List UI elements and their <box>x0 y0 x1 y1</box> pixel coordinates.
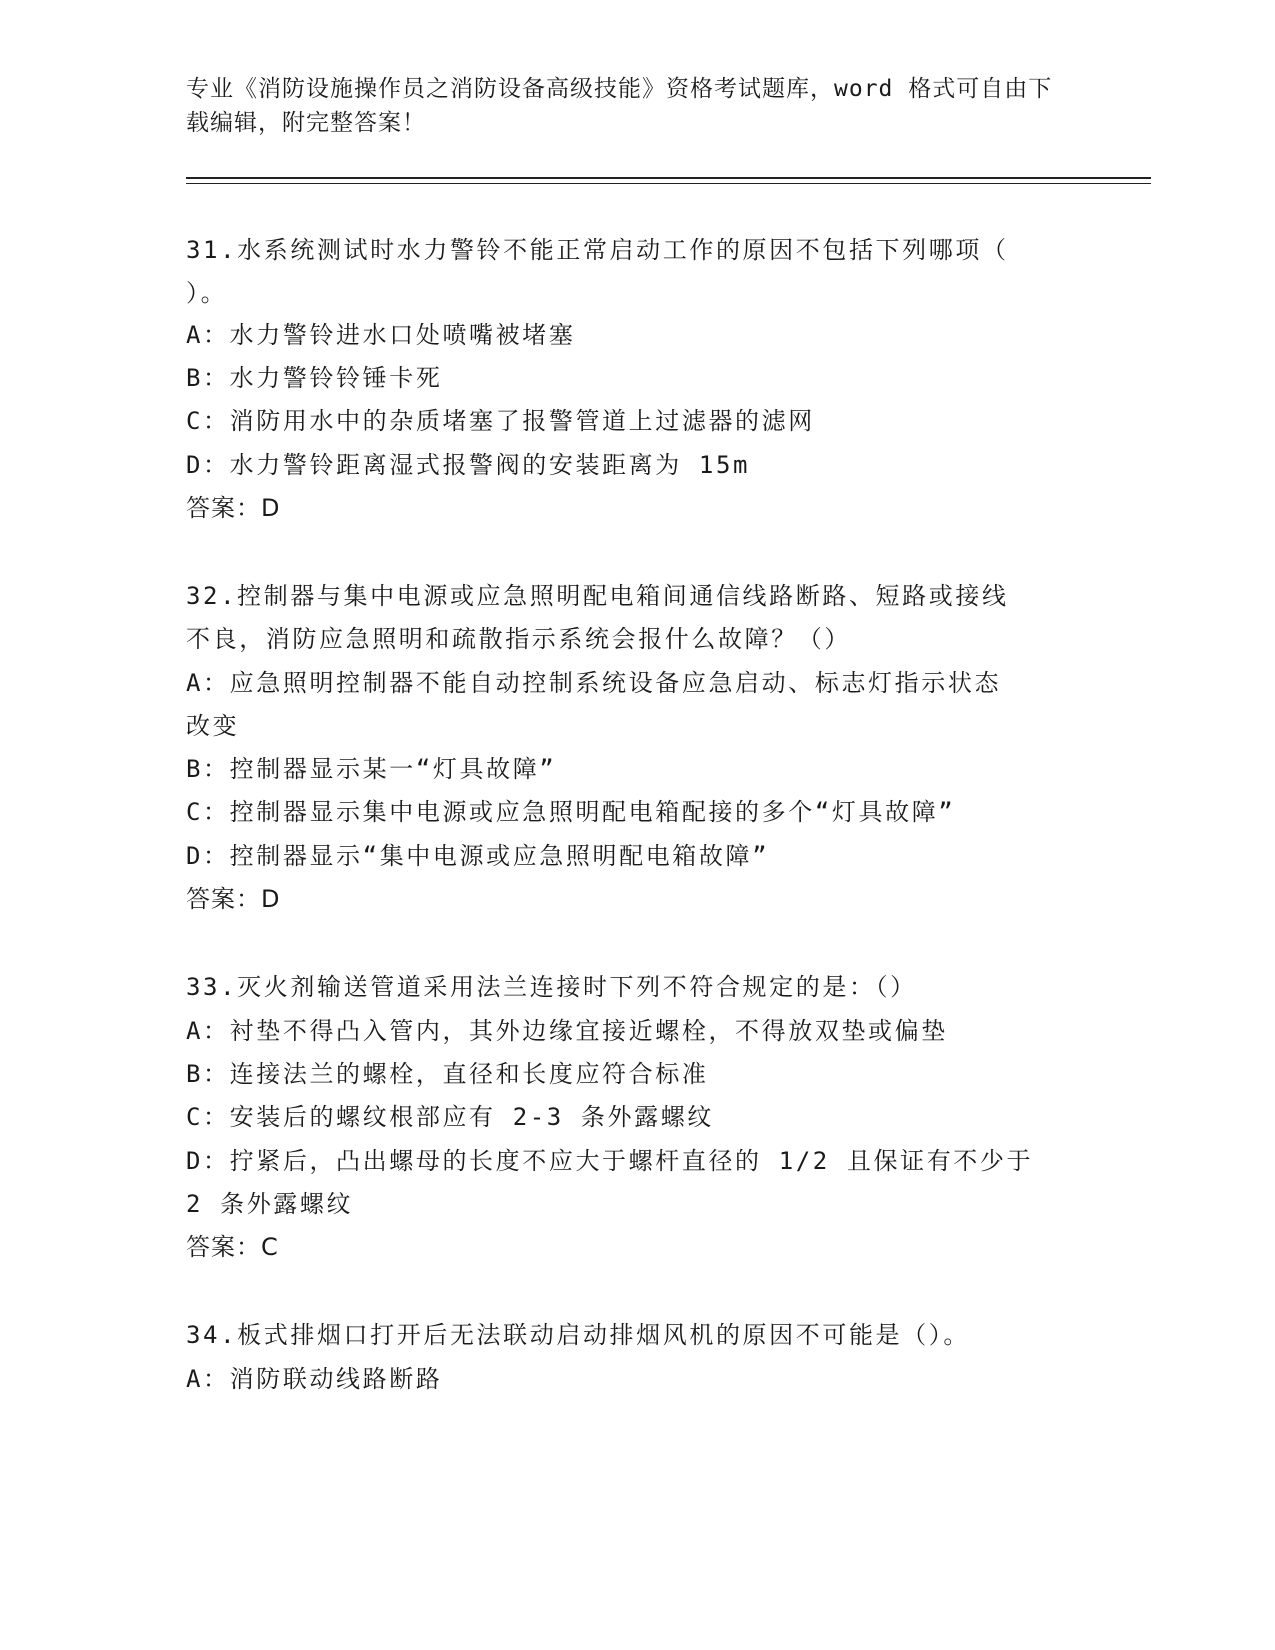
header-line-1: 专业《消防设施操作员之消防设备高级技能》资格考试题库，word 格式可自由下 <box>186 76 1053 102</box>
question-34-stem: 34.板式排烟口打开后无法联动启动排烟风机的原因不可能是（）。 <box>186 1321 970 1349</box>
question-34-option-a: A：消防联动线路断路 <box>186 1365 443 1393</box>
question-33-option-d-line-1: D：拧紧后，凸出螺母的长度不应大于螺杆直径的 1/2 且保证有不少于 <box>186 1147 1034 1175</box>
question-32-option-a-line-1: A：应急照明控制器不能自动控制系统设备应急启动、标志灯指示状态 <box>186 669 1002 697</box>
question-33-stem: 33.灭火剂输送管道采用法兰连接时下列不符合规定的是：（） <box>186 973 917 1001</box>
question-31-option-d: D：水力警铃距离湿式报警阀的安装距离为 15m <box>186 451 751 479</box>
question-32-answer: 答案：D <box>186 885 281 913</box>
question-33-option-d-line-2: 2 条外露螺纹 <box>186 1190 354 1218</box>
question-31-option-b: B：水力警铃铃锤卡死 <box>186 364 443 392</box>
question-32-option-b: B：控制器显示某一“灯具故障” <box>186 755 557 783</box>
question-31-answer: 答案：D <box>186 494 281 522</box>
question-32-option-a-line-2: 改变 <box>186 712 240 740</box>
question-33-option-a: A：衬垫不得凸入管内，其外边缘宜接近螺栓，不得放双垫或偏垫 <box>186 1017 948 1045</box>
question-31-option-c: C：消防用水中的杂质堵塞了报警管道上过滤器的滤网 <box>186 407 815 435</box>
question-32-option-d: D：控制器显示“集中电源或应急照明配电箱故障” <box>186 842 770 870</box>
question-31-stem-line-2: ）。 <box>186 279 228 307</box>
question-31-option-a: A：水力警铃进水口处喷嘴被堵塞 <box>186 321 576 349</box>
question-32-stem-line-2: 不良，消防应急照明和疏散指示系统会报什么故障？（） <box>186 625 851 653</box>
header-line-2: 载编辑，附完整答案！ <box>186 110 426 136</box>
question-32-stem-line-1: 32.控制器与集中电源或应急照明配电箱间通信线路断路、短路或接线 <box>186 582 1009 610</box>
question-33-option-c: C：安装后的螺纹根部应有 2-3 条外露螺纹 <box>186 1103 714 1131</box>
question-31-stem-line-1: 31.水系统测试时水力警铃不能正常启动工作的原因不包括下列哪项（ <box>186 236 1009 264</box>
document-header <box>186 72 1086 140</box>
question-32-option-c: C：控制器显示集中电源或应急照明配电箱配接的多个“灯具故障” <box>186 798 956 826</box>
header-divider-top <box>186 177 1151 179</box>
header-divider-bottom <box>186 183 1151 184</box>
question-33-option-b: B：连接法兰的螺栓，直径和长度应符合标准 <box>186 1060 709 1088</box>
question-33-answer: 答案：C <box>186 1233 279 1261</box>
